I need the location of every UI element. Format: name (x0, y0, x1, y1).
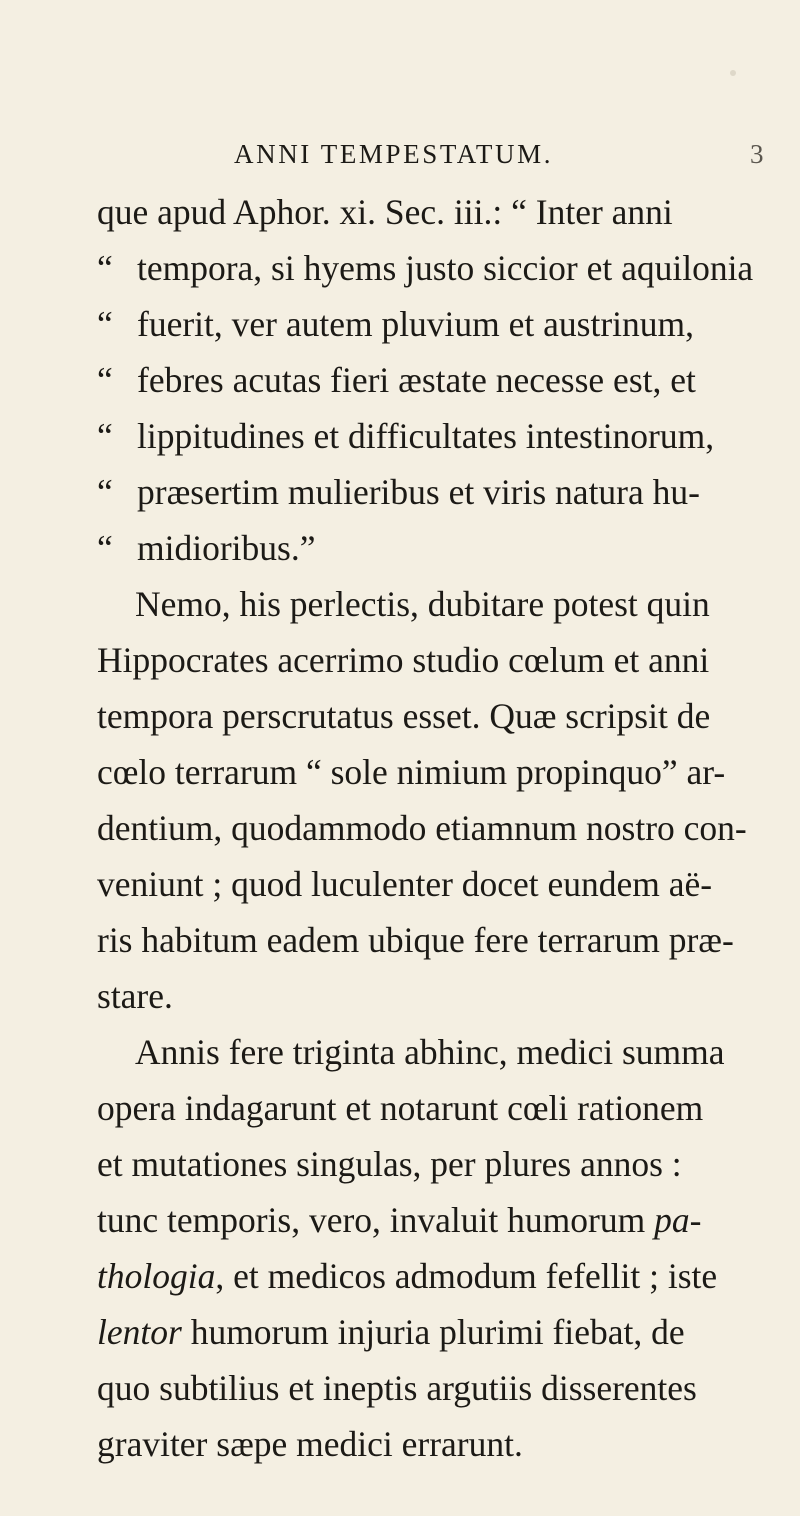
text-line: opera indagarunt et notarunt cœli rationem (97, 1088, 704, 1128)
paragraph-start-line: Annis fere triginta abhinc, medici summa (135, 1032, 725, 1072)
quote-mark: “ (97, 472, 113, 512)
text-line: quo subtilius et ineptis argutiis disserentes (97, 1368, 697, 1408)
italic-term: pa- (654, 1200, 702, 1240)
text-line: lentor humorum injuria plurimi fiebat, de (97, 1312, 685, 1352)
page-number: 3 (750, 139, 764, 169)
quote-mark: “ (97, 416, 113, 456)
text-line: veniunt ; quod luculenter docet eundem aë- (97, 864, 713, 904)
text-line: “ præsertim mulieribus et viris natura hu- (97, 469, 700, 515)
paragraph-start-line: Nemo, his perlectis, dubitare potest quin (135, 584, 710, 624)
text-line: tempora perscrutatus esset. Quæ scripsit de (97, 696, 711, 736)
running-head (0, 134, 800, 174)
text-line: thologia, et medicos admodum fefellit ; iste (97, 1256, 718, 1296)
text-line: cœlo terrarum “ sole nimium propinquo” ar- (97, 752, 726, 792)
text-line: “ lippitudines et difficultates intestinorum, (97, 413, 714, 459)
text-line: Hippocrates acerrimo studio cœlum et anni (97, 640, 710, 680)
quote-mark: “ (97, 360, 113, 400)
text-line: “ midioribus.” (97, 525, 315, 571)
italic-term: lentor (97, 1312, 182, 1352)
quote-mark: “ (97, 248, 113, 288)
text-line: “ febres acutas fieri æstate necesse est, et (97, 357, 696, 403)
text-line: tunc temporis, vero, invaluit humorum pa- (97, 1200, 702, 1240)
text-line: stare. (97, 976, 173, 1016)
text-line: graviter sæpe medici errarunt. (97, 1424, 523, 1464)
text-line: que apud Aphor. xi. Sec. iii.: “ Inter anni (97, 192, 673, 232)
text-line: dentium, quodammodo etiamnum nostro con- (97, 808, 747, 848)
text-line: ris habitum eadem ubique fere terrarum præ- (97, 920, 734, 960)
text-line: “ tempora, si hyems justo siccior et aquilonia (97, 245, 753, 291)
italic-term: thologia (97, 1256, 216, 1296)
text-line: “ fuerit, ver autem pluvium et austrinum, (97, 301, 694, 347)
quote-mark: “ (97, 304, 113, 344)
ink-speck (730, 70, 736, 76)
running-title: ANNI TEMPESTATUM. (234, 139, 554, 169)
quote-mark: “ (97, 528, 113, 568)
text-line: et mutationes singulas, per plures annos : (97, 1144, 682, 1184)
